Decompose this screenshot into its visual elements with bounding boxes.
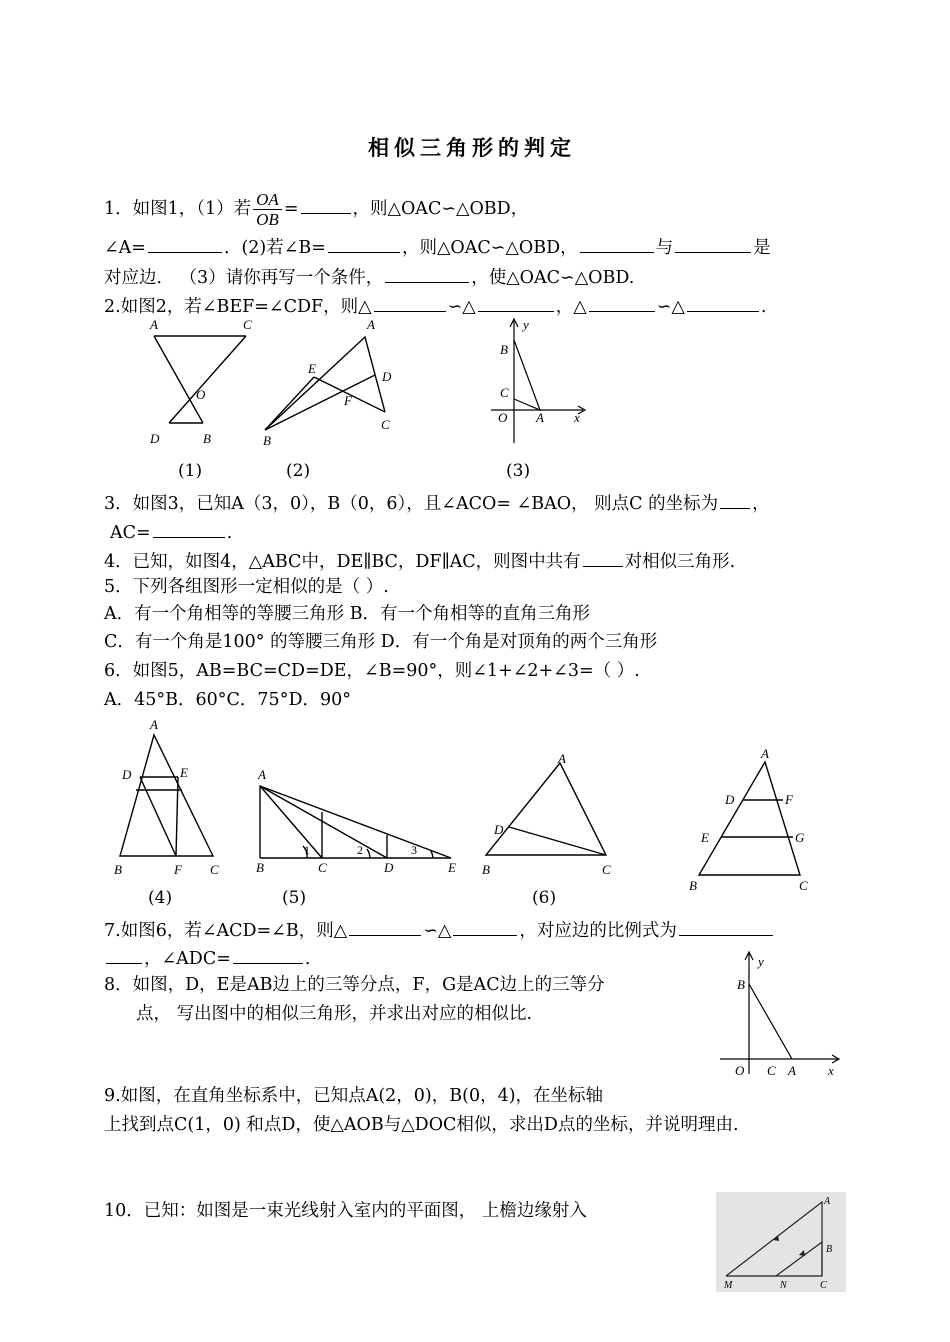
- fig1-label-o: O: [196, 387, 206, 402]
- q3-line2: [110, 519, 232, 544]
- q3-text: AC=: [110, 523, 151, 543]
- fig5-label-a: A: [258, 767, 266, 782]
- q9-line1: 9.如图，在直角坐标系中，已知点A(2，0)，B(0，4)，在坐标轴: [104, 1086, 604, 1106]
- fig5-label-c: C: [318, 860, 327, 875]
- q7-text: ，∠ADC=: [144, 949, 231, 969]
- figure-3: [488, 315, 598, 450]
- q3-text: ，: [752, 494, 770, 514]
- q4-text: 对相似三角形.: [624, 552, 736, 572]
- caption-fig4: (4): [148, 888, 173, 908]
- fig5-angle-2: 2: [357, 843, 363, 857]
- fig1-label-d: D: [150, 431, 160, 446]
- fig4-label-e: E: [180, 765, 188, 780]
- q1-blank-side-1[interactable]: [580, 234, 654, 253]
- fig4-label-d: D: [122, 767, 132, 782]
- caption-fig2: (2): [286, 461, 311, 481]
- fig2-label-f: F: [344, 393, 352, 408]
- fig5-label-d: D: [384, 860, 394, 875]
- fig3-label-b: B: [500, 342, 508, 357]
- fig5-angle-3: 3: [411, 843, 417, 857]
- fig4-label-b: B: [114, 862, 122, 877]
- fig9-label-c: C: [767, 1063, 776, 1078]
- figure-2: [255, 315, 405, 450]
- fig2-label-e: E: [308, 361, 316, 376]
- q1-text: ∠A=: [104, 238, 146, 258]
- q1-line3: [104, 264, 634, 289]
- q1-text: ．(2)若∠B=: [223, 238, 326, 258]
- q1-text: =: [283, 199, 299, 219]
- q6-stem: 6．如图5，AB=BC=CD=DE，∠B=90°，则∠1+∠2+∠3=（ ）.: [104, 661, 640, 681]
- q3-blank-coordinate[interactable]: [720, 490, 750, 509]
- q9-line2: 上找到点C(1，0) 和点D，使△AOB与△DOC相似，求出D点的坐标，并说明理由.: [104, 1115, 739, 1135]
- q1-text: ，则△OAC∽△OBD，: [352, 199, 529, 219]
- fig10-label-n: N: [780, 1280, 787, 1291]
- fig10-label-a: A: [824, 1196, 831, 1207]
- fig8-label-c: C: [799, 878, 808, 893]
- q1-text: ，则△OAC∽△OBD，: [401, 238, 578, 258]
- q2-blank-2[interactable]: [478, 293, 554, 312]
- q2-text: ∽△: [447, 297, 476, 317]
- q5-stem: 5．下列各组图形一定相似的是（ ）.: [104, 577, 389, 597]
- q1-text: ，使△OAC∽△OBD.: [471, 268, 635, 288]
- q1-fraction: [253, 190, 282, 229]
- q1-text: 1．如图1，（1）若: [104, 199, 252, 219]
- fig2-label-b: B: [263, 433, 271, 448]
- fig5-angle-1: 1: [304, 843, 310, 857]
- fig4-label-a: A: [150, 717, 158, 732]
- q7-text: ，对应边的比例式为: [519, 921, 677, 941]
- fig3-label-o: O: [498, 410, 508, 425]
- fig8-label-d: D: [725, 792, 735, 807]
- fraction-numerator: OA: [253, 190, 282, 210]
- fig9-label-y: y: [758, 954, 764, 969]
- q7-blank-proportion-cont[interactable]: [106, 945, 142, 964]
- q7-blank-triangle-1[interactable]: [349, 917, 421, 936]
- fig2-label-a: A: [367, 317, 375, 332]
- q6-options: A．45°B．60°C．75°D．90°: [104, 690, 351, 710]
- fig8-label-g: G: [795, 830, 805, 845]
- q1-blank-angle-a[interactable]: [148, 234, 222, 253]
- figure-10: [716, 1192, 846, 1292]
- q4-text: 4．已知，如图4，△ABC中，DE∥BC，DF∥AC，则图中共有: [104, 552, 581, 572]
- fraction-denominator: OB: [256, 210, 279, 229]
- q3-text: .: [226, 523, 233, 543]
- fig1-label-c: C: [243, 317, 252, 332]
- q2-text: .: [760, 297, 767, 317]
- q1-text: 与: [655, 238, 674, 258]
- figure-6: [478, 745, 618, 880]
- fig6-label-a: A: [558, 751, 566, 766]
- q7-blank-angle[interactable]: [233, 945, 303, 964]
- figure-5: [252, 765, 472, 880]
- q1-text: 是: [753, 238, 771, 258]
- fig8-label-b: B: [689, 878, 697, 893]
- caption-fig6: (6): [532, 888, 557, 908]
- q5-options-row1: A．有一个角相等的等腰三角形 B．有一个角相等的直角三角形: [104, 604, 591, 624]
- fig4-label-f: F: [174, 862, 182, 877]
- fig9-label-b: B: [737, 977, 745, 992]
- q2-text: 2.如图2，若∠BEF=∠CDF，则△: [104, 297, 372, 317]
- fig6-label-d: D: [494, 822, 504, 837]
- q1-line1: [104, 190, 528, 229]
- figure-8: [685, 740, 825, 895]
- fig3-label-a: A: [536, 410, 544, 425]
- q2-text: ，△: [555, 297, 587, 317]
- fig9-label-o: O: [735, 1063, 745, 1078]
- fig6-label-c: C: [602, 862, 611, 877]
- figure-9: [716, 950, 846, 1080]
- fig1-label-a: A: [150, 317, 158, 332]
- fig8-label-f: F: [785, 792, 793, 807]
- caption-fig5: (5): [282, 888, 307, 908]
- figure-4: [110, 715, 230, 880]
- q3-line1: [104, 490, 770, 515]
- q8-line2: 点， 写出图中的相似三角形，并求出对应的相似比.: [136, 1004, 533, 1024]
- q7-line1: [104, 917, 775, 942]
- fig3-label-y: y: [523, 317, 529, 332]
- fig9-label-a: A: [788, 1063, 796, 1078]
- q2-blank-1[interactable]: [374, 293, 446, 312]
- fig10-label-b: B: [826, 1244, 833, 1255]
- q2-blank-3[interactable]: [589, 293, 655, 312]
- fig5-label-b: B: [256, 860, 264, 875]
- q8-line1: 8．如图，D，E是AB边上的三等分点，F，G是AC边上的三等分: [104, 975, 605, 995]
- fig8-label-e: E: [701, 830, 709, 845]
- q7-line2: [104, 945, 310, 970]
- q4-line: [104, 548, 735, 573]
- q7-blank-proportion[interactable]: [679, 917, 773, 936]
- q7-text: ∽△: [423, 921, 452, 941]
- fig2-label-c: C: [381, 417, 390, 432]
- fig6-label-b: B: [482, 862, 490, 877]
- q7-blank-triangle-2[interactable]: [453, 917, 517, 936]
- q1-blank-side-2[interactable]: [675, 234, 751, 253]
- fig9-label-x: x: [828, 1063, 834, 1078]
- q1-line2: [104, 234, 771, 259]
- page-title: 相似三角形的判定: [368, 136, 576, 160]
- figure-1: [140, 315, 260, 450]
- q5-options-row2: C．有一个角是100° 的等腰三角形 D．有一个角是对顶角的两个三角形: [104, 632, 658, 652]
- q2-text: ∽△: [656, 297, 685, 317]
- fig10-label-m: M: [724, 1280, 733, 1291]
- fig5-label-e: E: [448, 860, 456, 875]
- q4-blank-count[interactable]: [583, 548, 623, 567]
- caption-fig3: (3): [506, 461, 531, 481]
- fig1-label-b: B: [203, 431, 211, 446]
- fig3-label-c: C: [500, 385, 509, 400]
- q1-blank-angle-b[interactable]: [328, 234, 400, 253]
- caption-fig1: (1): [178, 461, 203, 481]
- q2-blank-4[interactable]: [687, 293, 759, 312]
- q3-blank-length[interactable]: [153, 519, 225, 538]
- fig3-label-x: x: [574, 410, 580, 425]
- q7-text: 7.如图6，若∠ACD=∠B，则△: [104, 921, 348, 941]
- q10-line1: 10．已知：如图是一束光线射入室内的平面图， 上檐边缘射入: [104, 1201, 587, 1221]
- q3-text: 3．如图3，已知A（3，0），B（0，6），且∠ACO= ∠BAO， 则点C 的坐标为: [104, 494, 719, 514]
- q1-blank-condition[interactable]: [385, 264, 469, 283]
- fig2-label-d: D: [382, 369, 392, 384]
- q1-text: 对应边． （3）请你再写一个条件，: [104, 268, 384, 288]
- fig8-label-a: A: [761, 746, 769, 761]
- fig10-label-c: C: [820, 1280, 827, 1291]
- q1-blank-ratio[interactable]: [301, 195, 351, 214]
- q7-text: .: [304, 949, 311, 969]
- fig4-label-c: C: [210, 862, 219, 877]
